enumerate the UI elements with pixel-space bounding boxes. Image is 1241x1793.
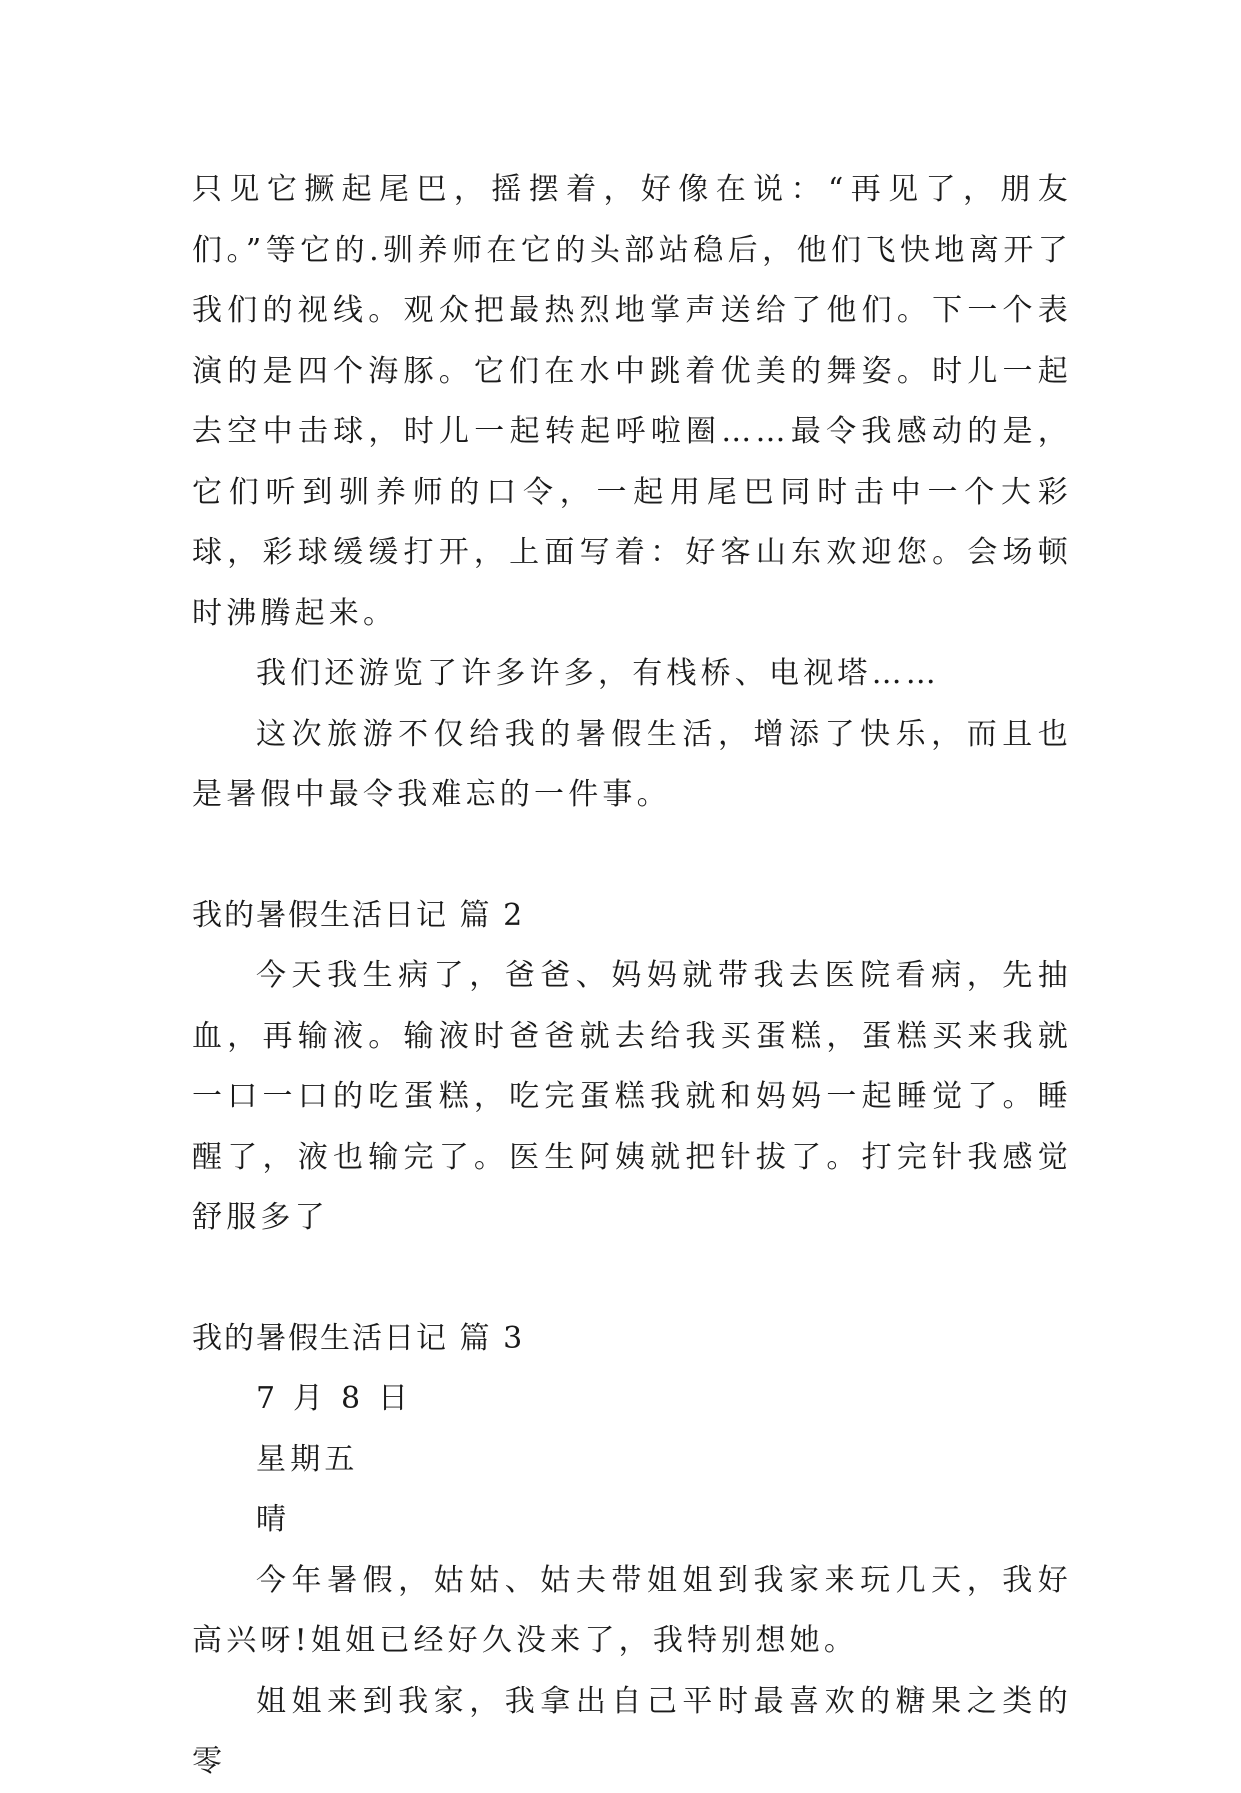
section-title: 我的暑假生活日记 篇 3 xyxy=(192,1320,525,1356)
body-paragraph: 今年暑假，姑姑、姑夫带姐姐到我家来玩几天，我好高兴呀!姐姐已经好久没来了，我特别想她。 xyxy=(192,1562,1072,1658)
diary-date: 7 月 8 日 xyxy=(256,1381,413,1416)
body-paragraph: 这次旅游不仅给我的暑假生活，增添了快乐，而且也是暑假中最令我难忘的一件事。 xyxy=(192,716,1072,812)
section-gap xyxy=(192,826,1072,886)
diary-weather: 晴 xyxy=(256,1502,291,1537)
section-gap xyxy=(192,1249,1072,1309)
body-paragraph: 姐姐来到我家，我拿出自己平时最喜欢的糖果之类的零 xyxy=(192,1683,1072,1779)
section-title: 我的暑假生活日记 篇 2 xyxy=(192,897,525,933)
body-paragraph: 今天我生病了，爸爸、妈妈就带我去医院看病，先抽血，再输液。输液时爸爸就去给我买蛋糕，蛋糕买来我就一口一口的吃蛋糕，吃完蛋糕我就和妈妈一起睡觉了。睡醒了，液也输完了。医生阿姨就把针拔了。打完针我感觉舒服多了 xyxy=(192,958,1072,1235)
document-page xyxy=(192,160,1072,1793)
body-paragraph: 只见它撅起尾巴，摇摆着，好像在说：“再见了，朋友们。”等它的.驯养师在它的头部站稳后，他们飞快地离开了我们的视线。观众把最热烈地掌声送给了他们。下一个表演的是四个海豚。它们在水中跳着优美的舞姿。时儿一起去空中击球，时儿一起转起呼啦圈……最令我感动的是，它们听到驯养师的口令，一起用尾巴同时击中一个大彩球，彩球缓缓打开，上面写着：好客山东欢迎您。会场顿时沸腾起来。 xyxy=(192,172,1072,631)
body-paragraph: 我们还游览了许多许多，有栈桥、电视塔…… xyxy=(256,656,940,691)
diary-weekday: 星期五 xyxy=(256,1441,359,1477)
